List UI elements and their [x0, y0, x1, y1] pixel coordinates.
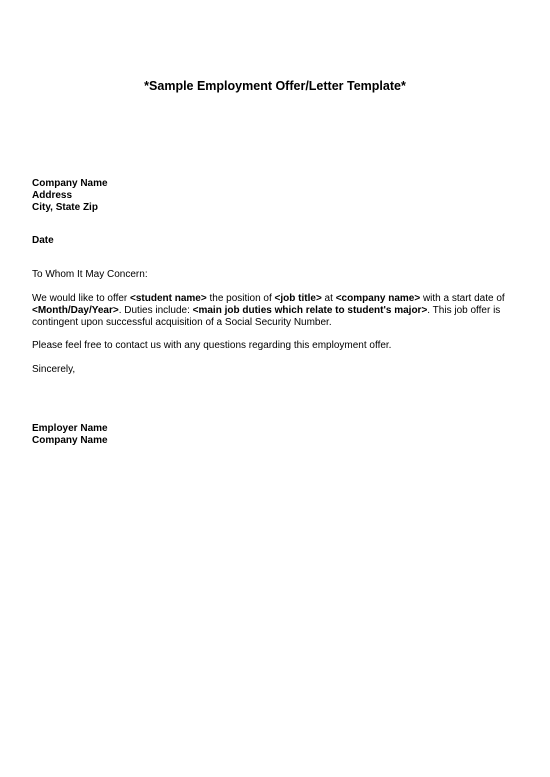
signature-block	[32, 423, 522, 447]
job-duties-placeholder: <main job duties which relate to student's major>	[192, 305, 428, 316]
offer-text-segment: . Duties include:	[118, 305, 193, 316]
sender-address-block	[32, 178, 522, 214]
letter-closing: Sincerely,	[32, 364, 76, 375]
company-name-placeholder: <company name>	[335, 293, 421, 304]
offer-text-segment: the position of	[206, 293, 275, 304]
student-name-placeholder: <student name>	[130, 293, 207, 304]
sender-company-name: Company Name	[32, 178, 108, 189]
offer-text-segment: We would like to offer	[32, 293, 131, 304]
sender-city-state-zip: City, State Zip	[32, 202, 98, 213]
letter-salutation: To Whom It May Concern:	[32, 269, 148, 280]
start-date-placeholder: <Month/Day/Year>	[32, 305, 119, 316]
sender-address: Address	[32, 190, 73, 201]
letter-title: *Sample Employment Offer/Letter Template*	[144, 79, 406, 93]
signature-company-name: Company Name	[32, 435, 108, 446]
offer-paragraph	[32, 293, 522, 329]
offer-text-segment: at	[321, 293, 336, 304]
letter-date: Date	[32, 235, 54, 246]
offer-text-segment: . This job offer is contingent upon successful acquisition of a Social Security Number.	[32, 305, 501, 328]
job-title-placeholder: <job title>	[274, 293, 322, 304]
offer-text-segment: with a start date of	[420, 293, 505, 304]
contact-paragraph: Please feel free to contact us with any questions regarding this employment offer.	[32, 340, 392, 351]
employer-name: Employer Name	[32, 423, 108, 434]
